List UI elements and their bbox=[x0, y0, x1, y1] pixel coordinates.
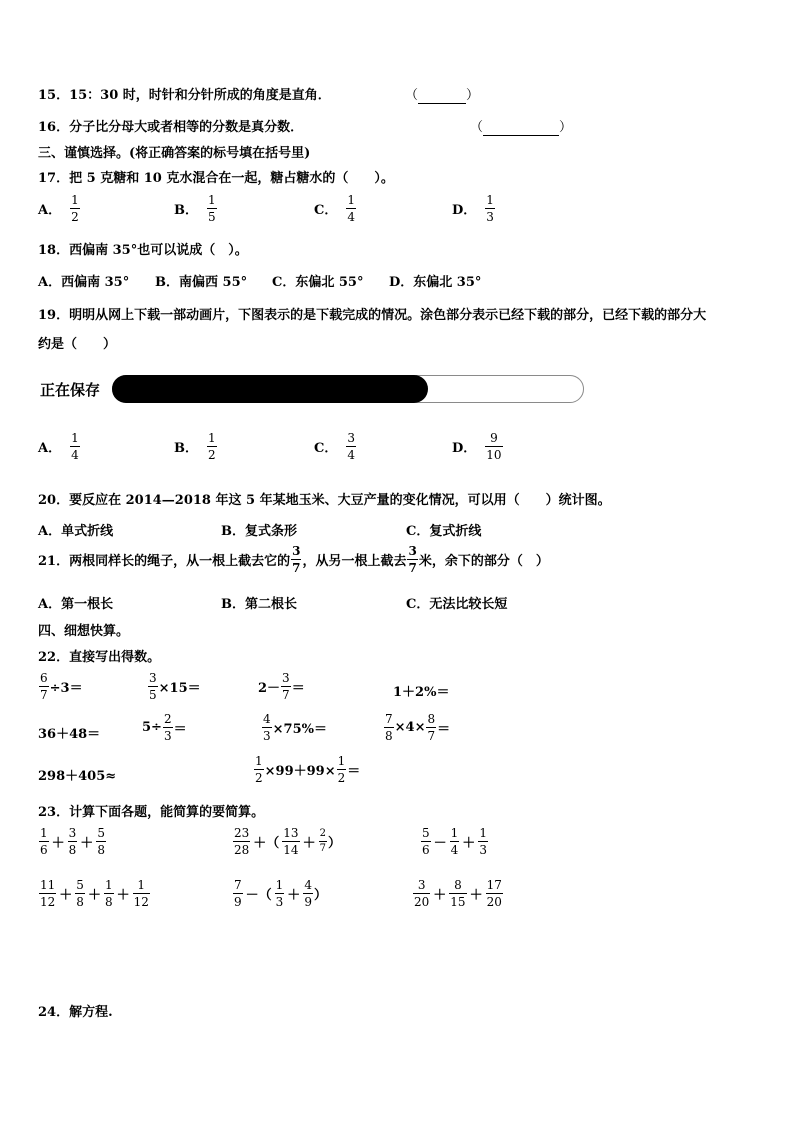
section-3-heading: 三、谨慎选择。(将正确答案的标号填在括号里) bbox=[38, 146, 311, 161]
question-15 bbox=[38, 84, 331, 103]
q20-option-b[interactable]: B． 复式条形 bbox=[221, 524, 298, 539]
q17-option-d[interactable]: D． $\frac{1}{3}$ bbox=[452, 193, 494, 224]
q17-option-b[interactable]: B． $\frac{1}{5}$ bbox=[174, 193, 216, 224]
section-4-heading: 四、细想快算。 bbox=[38, 624, 130, 639]
fraction: $\frac{1}{5}$ bbox=[208, 193, 216, 224]
fraction: $\frac{1}{2}$ bbox=[71, 193, 79, 224]
q19-option-c[interactable]: C． $\frac{3}{4}$ bbox=[314, 431, 355, 462]
saving-label: 正在保存 bbox=[40, 381, 101, 399]
q18-option-c[interactable]: C． 东偏北 55° bbox=[272, 275, 364, 290]
q19-option-a[interactable]: A． $\frac{1}{4}$ bbox=[38, 431, 79, 462]
fraction: $\frac{9}{10}$ bbox=[486, 431, 502, 462]
q19-option-d[interactable]: D． $\frac{9}{10}$ bbox=[452, 431, 502, 462]
question-15-answer-bracket[interactable]: （ ） bbox=[405, 88, 480, 103]
q23-expr-1: $\frac{1}{6}$ ＋ $\frac{3}{8}$ ＋ $\frac{5}{8}$ bbox=[40, 826, 105, 857]
question-22-title: 22．直接写出得数。 bbox=[38, 650, 161, 665]
fraction: $\frac{3}{7}$ bbox=[408, 544, 417, 575]
q18-option-a[interactable]: A． 西偏南 35° bbox=[38, 275, 130, 290]
q23-expr-6: $\frac{3}{20}$ ＋ $\frac{8}{15}$ ＋ $\frac{17}{20}$ bbox=[414, 878, 502, 909]
question-15-text: 15．15：30 时，时针和分针所成的角度是直角． bbox=[38, 88, 331, 103]
question-19-line-2: 约是（ ） bbox=[38, 337, 117, 352]
question-16 bbox=[38, 116, 303, 135]
answer-blank[interactable] bbox=[418, 88, 466, 104]
question-20: 20．要反应在 2014—2018 年这 5 年某地玉米、大豆产量的变化情况，可以用（ ）统计图。 bbox=[38, 493, 611, 508]
q22-expr-6: 5÷ $\frac{2}{3}$ ＝ bbox=[142, 712, 187, 743]
q17-option-c[interactable]: C． $\frac{1}{4}$ bbox=[314, 193, 355, 224]
question-23-title: 23．计算下面各题，能简算的要简算。 bbox=[38, 805, 265, 820]
q21-option-a[interactable]: A． 第一根长 bbox=[38, 597, 114, 612]
q23-expr-4: $\frac{11}{12}$ ＋ $\frac{5}{8}$ ＋ $\frac{1}{8}$ ＋ $\frac{1}{12}$ bbox=[40, 878, 149, 909]
fraction: $\frac{1}{4}$ bbox=[71, 431, 79, 462]
question-21: 21．两根同样长的绳子，从一根上截去它的 $\frac{3}{7}$ ，从另一根上截去 $\frac{3}{7}$ 米，余下的部分（ ） bbox=[38, 544, 549, 575]
question-17: 17．把 5 克糖和 10 克水混合在一起，糖占糖水的（ ）。 bbox=[38, 171, 394, 186]
q23-expr-3: $\frac{5}{6}$ － $\frac{1}{4}$ ＋ $\frac{1}{3}$ bbox=[422, 826, 487, 857]
q20-option-a[interactable]: A． 单式折线 bbox=[38, 524, 114, 539]
q22-expr-5: 36＋48＝ bbox=[38, 727, 101, 742]
fraction: $\frac{3}{4}$ bbox=[347, 431, 355, 462]
q21-option-b[interactable]: B． 第二根长 bbox=[221, 597, 298, 612]
q22-expr-4: 1＋2%＝ bbox=[393, 685, 450, 700]
fraction: $\frac{1}{4}$ bbox=[347, 193, 355, 224]
q22-expr-2: $\frac{3}{5}$ ×15＝ bbox=[149, 671, 201, 702]
q20-option-c[interactable]: C． 复式折线 bbox=[406, 524, 482, 539]
q18-option-d[interactable]: D． 东偏北 35° bbox=[389, 275, 482, 290]
progress-fill bbox=[112, 375, 428, 403]
q22-expr-10: $\frac{1}{2}$ ×99＋99× $\frac{1}{2}$ ＝ bbox=[255, 754, 361, 785]
question-16-text: 16．分子比分母大或者相等的分数是真分数． bbox=[38, 120, 304, 135]
q19-option-b[interactable]: B． $\frac{1}{2}$ bbox=[174, 431, 216, 462]
fraction: $\frac{3}{7}$ bbox=[292, 544, 301, 575]
q22-expr-9: 298＋405≈ bbox=[38, 769, 117, 784]
question-18: 18．西偏南 35°也可以说成（ ）。 bbox=[38, 243, 248, 258]
question-19-line-1: 19．明明从网上下载一部动画片，下图表示的是下载完成的情况。涂色部分表示已经下载的部分，已经下载的部分大 bbox=[38, 308, 707, 323]
question-24-title: 24．解方程. bbox=[38, 1005, 113, 1020]
q23-expr-5: $\frac{7}{9}$ －（ $\frac{1}{3}$ ＋ $\frac{4}{9}$ ） bbox=[234, 878, 327, 909]
q22-expr-8: $\frac{7}{8}$ ×4× $\frac{8}{7}$ ＝ bbox=[385, 712, 451, 743]
q18-option-b[interactable]: B． 南偏西 55° bbox=[155, 275, 248, 290]
fraction: $\frac{1}{3}$ bbox=[486, 193, 494, 224]
answer-blank[interactable] bbox=[483, 120, 559, 136]
q22-expr-7: $\frac{4}{3}$ ×75%＝ bbox=[263, 712, 327, 743]
q21-option-c[interactable]: C． 无法比较长短 bbox=[406, 597, 508, 612]
q23-expr-2: $\frac{23}{28}$ ＋（ $\frac{13}{14}$ ＋ $\frac{2}{7}$ ） bbox=[234, 826, 341, 857]
q22-expr-3: 2－ $\frac{3}{7}$ ＝ bbox=[258, 671, 305, 702]
question-16-answer-bracket[interactable]: （ ） bbox=[470, 120, 573, 135]
q17-option-a[interactable]: A． $\frac{1}{2}$ bbox=[38, 193, 79, 224]
fraction: $\frac{1}{2}$ bbox=[208, 431, 216, 462]
q22-expr-1: $\frac{6}{7}$ ÷3＝ bbox=[40, 671, 83, 702]
